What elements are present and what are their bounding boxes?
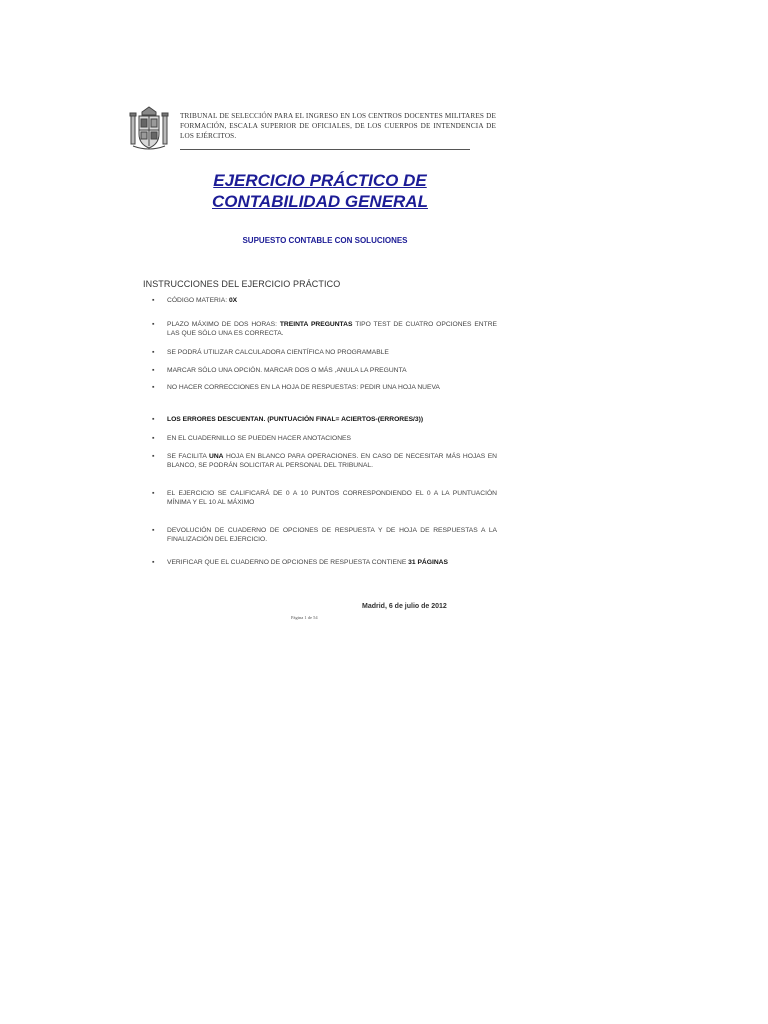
instruction-item: ▪ LOS ERRORES DESCUENTAN. (PUNTUACIÓN FINAL= ACIERTOS-(ERRORES/3)) (152, 416, 424, 423)
instructions-heading: INSTRUCCIONES DEL EJERCICIO PRÁCTICO (143, 279, 341, 289)
bullet-icon: ▪ (152, 435, 155, 442)
document-subtitle: SUPUESTO CONTABLE CON SOLUCIONES (242, 236, 408, 245)
title-line-1: EJERCICIO PRÁCTICO DE (213, 171, 427, 190)
instruction-item: ▪ EN EL CUADERNILLO SE PUEDEN HACER ANOTACIONES (152, 435, 351, 442)
bullet-icon: ▪ (152, 367, 155, 374)
institution-header: TRIBUNAL DE SELECCIÓN PARA EL INGRESO EN LOS CENTROS DOCENTES MILITARES DE FORMACIÓN, ESCALA SUPERIOR DE OFICIALES, DE LOS CUERPOS DE INTENDENCIA DE LOS EJÉRCITOS. (180, 112, 496, 140)
instruction-item: ▪ EL EJERCICIO SE CALIFICARÁ DE 0 A 10 PUNTOS CORRESPONDIENDO EL 0 A LA PUNTUACIÓN MÍNIMA Y EL 10 AL MÁXIMO (152, 490, 497, 506)
bullet-icon: ▪ (152, 559, 155, 566)
bullet-icon: ▪ (152, 490, 155, 497)
bullet-icon: ▪ (152, 321, 155, 328)
bullet-icon: ▪ (152, 527, 155, 534)
header-divider (180, 149, 470, 150)
instruction-item: ▪ DEVOLUCIÓN DE CUADERNO DE OPCIONES DE RESPUESTA Y DE HOJA DE RESPUESTAS A LA FINALIZACIÓN DEL EJERCICIO. (152, 527, 497, 543)
page-number: Página 1 de 54 (291, 615, 318, 620)
instruction-item: ▪ SE PODRÁ UTILIZAR CALCULADORA CIENTÍFICA NO PROGRAMABLE (152, 349, 389, 356)
title-line-2: CONTABILIDAD GENERAL (212, 192, 428, 211)
bullet-icon: ▪ (152, 416, 155, 423)
instruction-item: ▪ VERIFICAR QUE EL CUADERNO DE OPCIONES DE RESPUESTA CONTIENE 31 PÁGINAS (152, 559, 448, 566)
document-date: Madrid, 6 de julio de 2012 (362, 603, 447, 610)
bullet-icon: ▪ (152, 349, 155, 356)
bullet-icon: ▪ (152, 384, 155, 391)
coat-of-arms-icon (128, 106, 170, 152)
instruction-item: ▪ SE FACILITA UNA HOJA EN BLANCO PARA OPERACIONES. EN CASO DE NECESITAR MÁS HOJAS EN BLANCO, SE PODRÁN SOLICITAR AL PERSONAL DEL TRIBUNAL. (152, 453, 497, 469)
bullet-icon: ▪ (152, 453, 155, 460)
document-title (150, 170, 490, 212)
instruction-item: ▪ NO HACER CORRECCIONES EN LA HOJA DE RESPUESTAS: PEDIR UNA HOJA NUEVA (152, 384, 440, 391)
instruction-item: ▪ PLAZO MÁXIMO DE DOS HORAS: TREINTA PREGUNTAS TIPO TEST DE CUATRO OPCIONES ENTRE LAS QUE SÓLO UNA ES CORRECTA. (152, 321, 498, 337)
bullet-icon: ▪ (152, 297, 155, 304)
instruction-item: ▪ CÓDIGO MATERIA: 0X (152, 297, 238, 304)
instruction-item: ▪ MARCAR SÓLO UNA OPCIÓN. MARCAR DOS O MÁS ,ANULA LA PREGUNTA (152, 367, 407, 374)
